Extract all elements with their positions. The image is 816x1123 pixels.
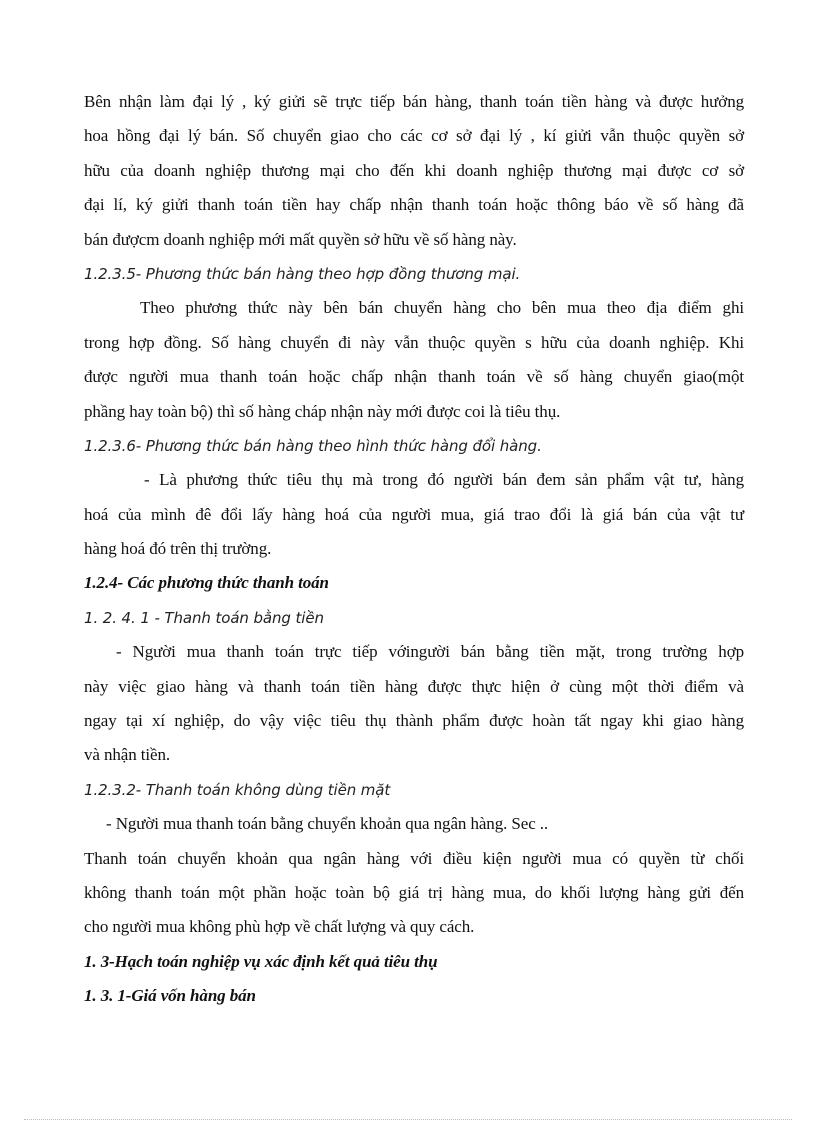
section-heading-1-2-4: 1.2.4- Các phương thức thanh toán — [84, 573, 329, 593]
paragraph-line: bán đượcm doanh nghiệp mới mất quyền sở hữu về số hàng này. — [84, 229, 517, 249]
paragraph-line: - Người mua thanh toán bằng chuyển khoản qua ngân hàng. Sec .. — [106, 814, 549, 834]
page-bottom-divider — [24, 1119, 792, 1120]
section-heading-1-2-4-1: 1. 2. 4. 1 - Thanh toán bằng tiền — [84, 608, 324, 627]
paragraph-line: hàng hoá đó trên thị trường. — [84, 539, 272, 559]
paragraph-line: - Người mua thanh toán trực tiếp vớingười bán bằng tiền mặt, trong trường hợp — [116, 642, 744, 662]
paragraph-line: hữu của doanh nghiệp thương mại cho đến khi doanh nghiệp thương mại được cơ sở — [84, 160, 744, 180]
paragraph-line: phầng hay toàn bộ) thì số hàng cháp nhận này mới được coi là tiêu thụ. — [84, 401, 561, 421]
document-page — [84, 85, 744, 1014]
paragraph-line: và nhận tiền. — [84, 745, 171, 765]
paragraph-line: hoa hồng đại lý bán. Số chuyển giao cho các cơ sở đại lý , kí giửi vẫn thuộc quyền sở — [84, 126, 744, 146]
paragraph-line: trong hợp đồng. Số hàng chuyển đi này vẫn thuộc quyền s hữu của doanh nghiệp. Khi — [84, 332, 744, 352]
paragraph-line: Thanh toán chuyển khoản qua ngân hàng với điều kiện người mua có quyền từ chối — [84, 848, 744, 868]
section-heading-1-3-1: 1. 3. 1-Giá vốn hàng bán — [84, 986, 256, 1006]
paragraph-line: hoá của mình đê đổi lấy hàng hoá của người mua, giá trao đổi là giá bán của vật tư — [84, 504, 744, 524]
section-heading-1-3: 1. 3-Hạch toán nghiệp vụ xác định kết quả tiêu thụ — [84, 951, 438, 971]
paragraph-line: đại lí, ký giửi thanh toán tiền hay chấp nhận thanh toán hoặc thông báo về số hàng đã — [84, 195, 744, 215]
section-heading-1-2-3-2: 1.2.3.2- Thanh toán không dùng tiền mặt — [84, 780, 391, 799]
section-heading-1-2-3-6: 1.2.3.6- Phương thức bán hàng theo hình thức hàng đổi hàng. — [84, 436, 542, 455]
section-heading-1-2-3-5: 1.2.3.5- Phương thức bán hàng theo hợp đồng thương mại. — [84, 264, 521, 283]
paragraph-line: Theo phương thức này bên bán chuyển hàng cho bên mua theo địa điểm ghi — [140, 298, 744, 318]
paragraph-line: ngay tại xí nghiệp, do vậy việc tiêu thụ thành phẩm được hoàn tất ngay khi giao hàng — [84, 711, 744, 731]
paragraph-line: cho người mua không phù hợp về chất lượng và quy cách. — [84, 917, 475, 937]
paragraph-line: Bên nhận làm đại lý , ký giửi sẽ trực tiếp bán hàng, thanh toán tiền hàng và được hưởng — [84, 92, 744, 111]
paragraph-line: không thanh toán một phần hoặc toàn bộ giá trị hàng mua, do khối lượng hàng gửi đến — [84, 882, 744, 902]
paragraph-line: - Là phương thức tiêu thụ mà trong đó người bán đem sản phẩm vật tư, hàng — [144, 470, 744, 490]
paragraph-line: này việc giao hàng và thanh toán tiền hàng được thực hiện ở cùng một thời điểm và — [84, 676, 744, 696]
paragraph-line: được người mua thanh toán hoặc chấp nhận thanh toán về số hàng chuyển giao(một — [84, 367, 744, 387]
